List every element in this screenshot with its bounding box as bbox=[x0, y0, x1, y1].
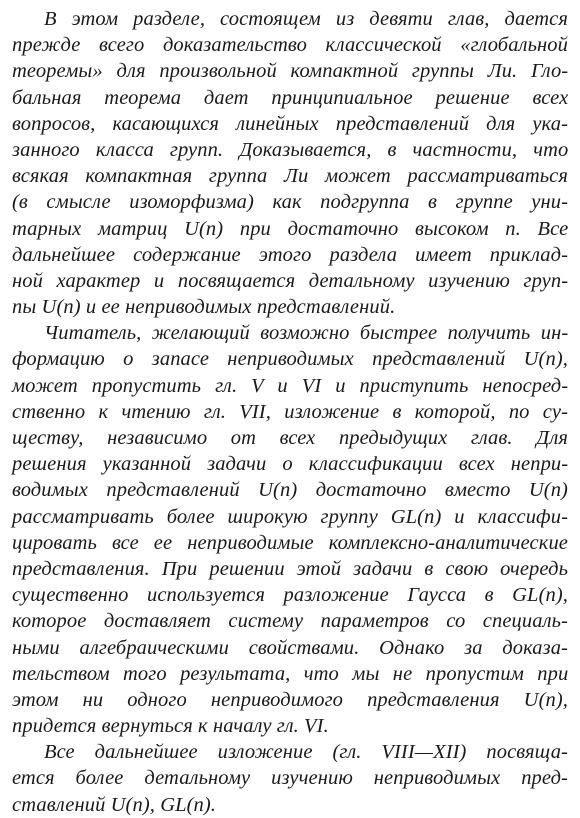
text-line: ставлений U(n), GL(n). bbox=[12, 793, 217, 816]
text-line: пы U(n) и ее неприводимых представлений. bbox=[12, 296, 396, 319]
text-line: этом ни одного неприводимого представления U(n), bbox=[12, 688, 568, 711]
text-line: решения указанной задачи о классификации всех непри- bbox=[12, 453, 569, 476]
text-line: представления. При решении этой задачи в свою очередь bbox=[12, 557, 568, 580]
text-line: цировать все ее неприводимые комплексно-аналитические bbox=[12, 531, 568, 554]
text-line: (в смысле изоморфизма) как подгруппа в группе уни- bbox=[12, 191, 569, 214]
text-line: всякая компактная группа Ли может рассматриваться bbox=[12, 165, 568, 188]
document-page bbox=[12, 6, 568, 818]
text-line: прежде всего доказательство классической «глобальной bbox=[12, 34, 568, 57]
text-line: бальная теорема дает принципиальное решение всех bbox=[12, 86, 569, 109]
text-line: теоремы» для произвольной компактной группы Ли. Гло- bbox=[12, 60, 569, 83]
text-line: рассматривать более широкую группу GL(n) и классифи- bbox=[12, 505, 568, 528]
text-line: формацию о запасе неприводимых представлений U(n), bbox=[12, 348, 568, 371]
text-line: существенно используется разложение Гаусса в GL(n), bbox=[12, 584, 568, 607]
text-line: придется вернуться к началу гл. VI. bbox=[12, 715, 329, 738]
text-line: Читатель, желающий возможно быстрее получить ин- bbox=[44, 322, 569, 345]
text-line: тарных матриц U(n) при достаточно высоком n. Все bbox=[12, 217, 569, 240]
text-line: может пропустить гл. V и VI и приступить непосред- bbox=[12, 374, 569, 397]
text-line: Все дальнейшее изложение (гл. VIII—XII) посвяща- bbox=[44, 741, 568, 764]
text-line: которое доставляет систему параметров со специаль- bbox=[12, 610, 568, 633]
text-line: вопросов, касающихся линейных представлений для ука- bbox=[12, 112, 568, 135]
text-line: занного класса групп. Доказывается, в частности, что bbox=[12, 138, 569, 161]
text-line: В этом разделе, состоящем из девяти глав, дается bbox=[44, 8, 568, 30]
text-line: ственно к чтению гл. VII, изложение в которой, по су- bbox=[12, 400, 568, 423]
paragraph-1 bbox=[12, 6, 568, 320]
text-line: дальнейшее содержание этого раздела имеет приклад- bbox=[12, 243, 568, 266]
text-line: ными алгебраическими свойствами. Однако за доказа- bbox=[12, 636, 568, 659]
text-line: ной характер и посвящается детальному изучению груп- bbox=[12, 269, 569, 292]
text-line: ется более детальному изучению неприводимых пред- bbox=[12, 767, 568, 790]
paragraph-3 bbox=[12, 739, 568, 818]
text-line: ществу, независимо от всех предыдущих глав. Для bbox=[12, 427, 568, 449]
text-line: водимых представлений U(n) достаточно вместо U(n) bbox=[12, 479, 568, 502]
text-line: тельством того результата, что мы не пропустим при bbox=[12, 662, 569, 685]
paragraph-2 bbox=[12, 320, 568, 739]
